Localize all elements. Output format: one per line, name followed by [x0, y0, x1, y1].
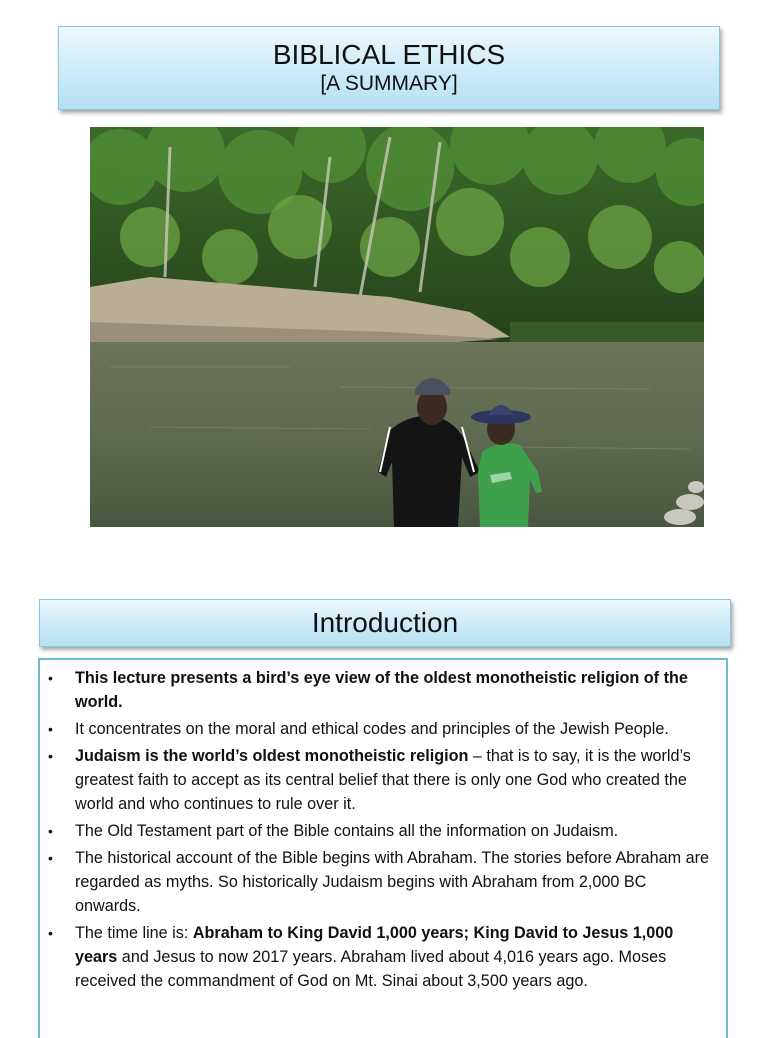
river-photo-illustration [90, 127, 704, 527]
bullet-item: • This lecture presents a bird’s eye view of the oldest monotheistic religion of the world. [48, 666, 716, 714]
bullet-item: • Judaism is the world’s oldest monotheistic religion – that is to say, it is the world’s greatest faith to accept as its central belief that there is only one God who created the world and who continues to rule over it. [48, 744, 716, 816]
slide-title-box [58, 26, 720, 110]
bullet-list [48, 666, 716, 993]
river-photo [90, 127, 704, 527]
introduction-title: Introduction [311, 607, 459, 638]
slide-subtitle: [A SUMMARY] [320, 72, 458, 95]
bullet-item: • The Old Testament part of the Bible contains all the information on Judaism. [48, 819, 716, 843]
introduction-header [39, 599, 731, 647]
bullet-item: • It concentrates on the moral and ethical codes and principles of the Jewish People. [48, 717, 716, 741]
introduction-content [38, 658, 728, 1038]
slide-title: BIBLICAL ETHICS [272, 39, 506, 70]
bullet-item: • The historical account of the Bible begins with Abraham. The stories before Abraham are regarded as myths. So historically Judaism begins with Abraham from 2,000 BC onwards. [48, 846, 716, 918]
bullet-item: • The time line is: Abraham to King David 1,000 years; King David to Jesus 1,000 years and Jesus to now 2017 years. Abraham lived about 4,016 years ago. Moses received the commandment of God on Mt. Sinai about 3,500 years ago. [48, 921, 716, 993]
